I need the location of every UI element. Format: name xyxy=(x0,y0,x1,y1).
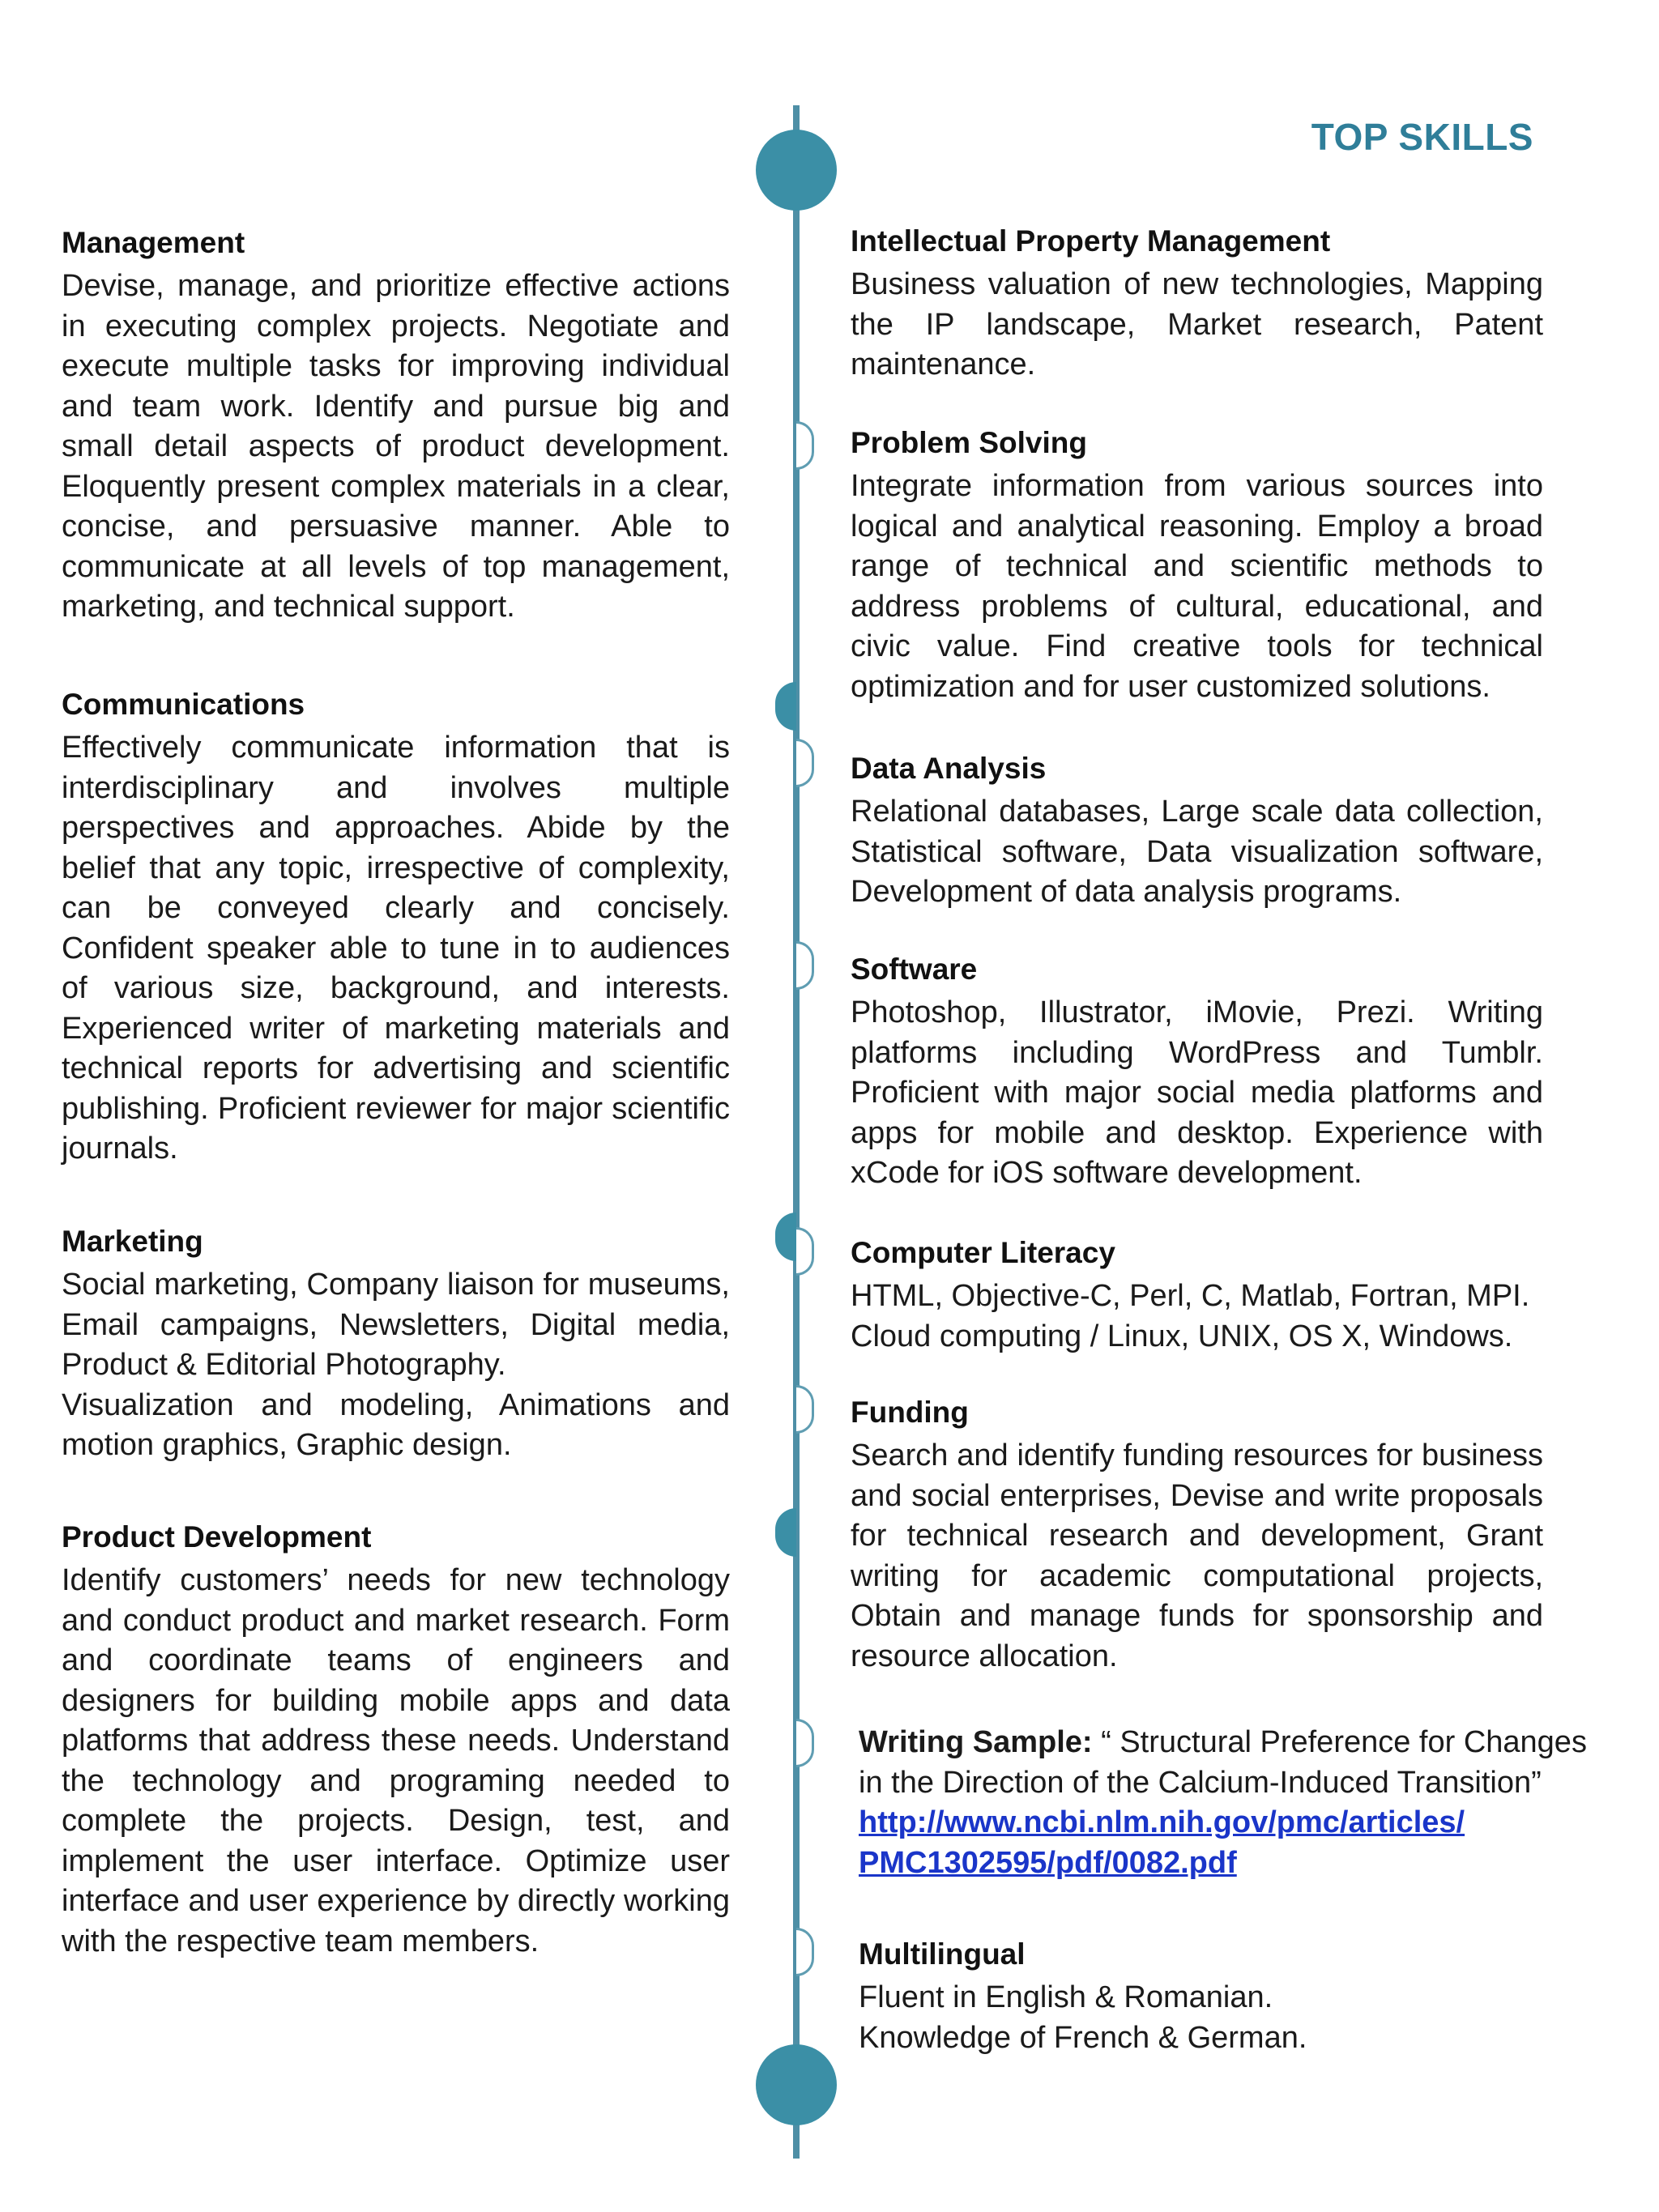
page-title: TOP SKILLS xyxy=(1311,116,1533,158)
section-body: Identify customers’ needs for new technology and conduct product and market research. Form and coordinate teams of engineers and designers for building mobile apps and data platforms that address these needs. Understand the technology and programing needed to complete the projects. Design, test, and implement the user interface. Optimize user interface and user experience by directly working with the respective team members. xyxy=(62,1563,730,1958)
section-heading: Management xyxy=(62,226,245,259)
skill-computer-literacy xyxy=(851,1233,1543,1357)
writing-sample xyxy=(859,1723,1588,1883)
skill-marketing xyxy=(62,1221,730,1466)
timeline-marker xyxy=(775,682,796,731)
computer-literacy-line: HTML, Objective-C, Perl, C, Matlab, Fortran, MPI. xyxy=(851,1279,1530,1313)
section-body: Effectively communicate information that is interdisciplinary and involves multiple perspectives and approaches. Abide by the belief that any topic, irrespective of complexity, can be conveyed clearly and concisely. Confident speaker able to tune in to audiences of various size, background, and interests. Experienced writer of marketing materials and technical reports for advertising and scientific publishing. Proficient reviewer for major scientific journals. xyxy=(62,731,730,1166)
section-heading: Problem Solving xyxy=(851,426,1087,459)
section-heading: Funding xyxy=(851,1396,969,1429)
section-body: Relational databases, Large scale data collection, Statistical software, Data visualization software, Development of data analysis programs. xyxy=(851,795,1543,909)
section-body xyxy=(851,1276,1543,1357)
section-body xyxy=(859,1978,1551,2058)
section-body: Photoshop, Illustrator, iMovie, Prezi. Writing platforms including WordPress and Tumblr. Proficient with major social media platforms and apps for mobile and desktop. Experience with xCode for iOS software development. xyxy=(851,995,1543,1190)
writing-sample-link xyxy=(859,1803,1588,1883)
section-heading: Software xyxy=(851,953,978,986)
section-heading: Intellectual Property Management xyxy=(851,224,1331,258)
section-body: Integrate information from various sources into logical and analytical reasoning. Employ a broad range of technical and scientific methods to address problems of cultural, educational, and civic value. Find creative tools for technical optimization and for user customized solutions. xyxy=(851,469,1543,704)
section-body: Business valuation of new technologies, Mapping the IP landscape, Market research, Patent maintenance. xyxy=(851,267,1543,381)
skill-problem-solving xyxy=(851,423,1543,707)
timeline-marker xyxy=(796,739,814,787)
section-heading: Multilingual xyxy=(859,1937,1026,1971)
timeline-marker xyxy=(796,941,814,990)
writing-sample-text xyxy=(859,1723,1588,1803)
multilingual-line: Knowledge of French & German. xyxy=(859,2020,1307,2055)
timeline-marker xyxy=(796,1719,814,1767)
writing-sample-link-line[interactable]: http://www.ncbi.nlm.nih.gov/pmc/articles/ xyxy=(859,1805,1465,1839)
section-body: Search and identify funding resources for business and social enterprises, Devise and write proposals for technical research and development, Grant writing for academic computational projects, Obtain and manage funds for sponsorship and resource allocation. xyxy=(851,1438,1543,1673)
multilingual-line: Fluent in English & Romanian. xyxy=(859,1980,1273,2014)
skill-funding xyxy=(851,1392,1543,1677)
timeline-marker xyxy=(796,1227,814,1276)
writing-sample-link-line[interactable]: PMC1302595/pdf/0082.pdf xyxy=(859,1845,1237,1880)
timeline-marker xyxy=(775,1508,796,1557)
skill-management xyxy=(62,223,730,628)
writing-sample-title: “ Structural Preference for Changes in the Direction of the Calcium-Induced Transition” xyxy=(859,1725,1587,1800)
timeline-marker xyxy=(796,1928,814,1976)
section-body: Social marketing, Company liaison for museums, Email campaigns, Newsletters, Digital media, Product & Editorial Photography. xyxy=(62,1268,730,1382)
timeline-line xyxy=(793,105,800,2159)
timeline-marker xyxy=(796,1385,814,1434)
timeline-bottom-dot xyxy=(756,2044,837,2125)
section-body: Devise, manage, and prioritize effective actions in executing complex projects. Negotiate and execute multiple tasks for improving individual and team work. Identify and pursue big and small detail aspects of product development. Eloquently present complex materials in a clear, concise, and persuasive manner. Able to communicate at all levels of top management, marketing, and technical support. xyxy=(62,269,730,624)
skill-software xyxy=(851,949,1543,1194)
computer-literacy-line: Cloud computing / Linux, UNIX, OS X, Windows. xyxy=(851,1319,1513,1353)
skill-ip-management xyxy=(851,221,1543,386)
section-heading: Communications xyxy=(62,688,305,721)
section-heading: Product Development xyxy=(62,1520,372,1554)
skill-communications xyxy=(62,684,730,1170)
section-heading: Marketing xyxy=(62,1225,203,1258)
section-heading: Data Analysis xyxy=(851,752,1047,785)
writing-sample-label: Writing Sample: xyxy=(859,1725,1093,1759)
skill-data-analysis xyxy=(851,748,1543,913)
section-body-extra: Visualization and modeling, Animations and motion graphics, Graphic design. xyxy=(62,1387,730,1462)
timeline-marker xyxy=(775,1213,796,1261)
timeline-top-dot xyxy=(756,130,837,211)
timeline-marker xyxy=(796,421,814,470)
skill-multilingual xyxy=(859,1934,1551,2058)
section-heading: Computer Literacy xyxy=(851,1236,1115,1269)
skill-product-development xyxy=(62,1517,730,1962)
